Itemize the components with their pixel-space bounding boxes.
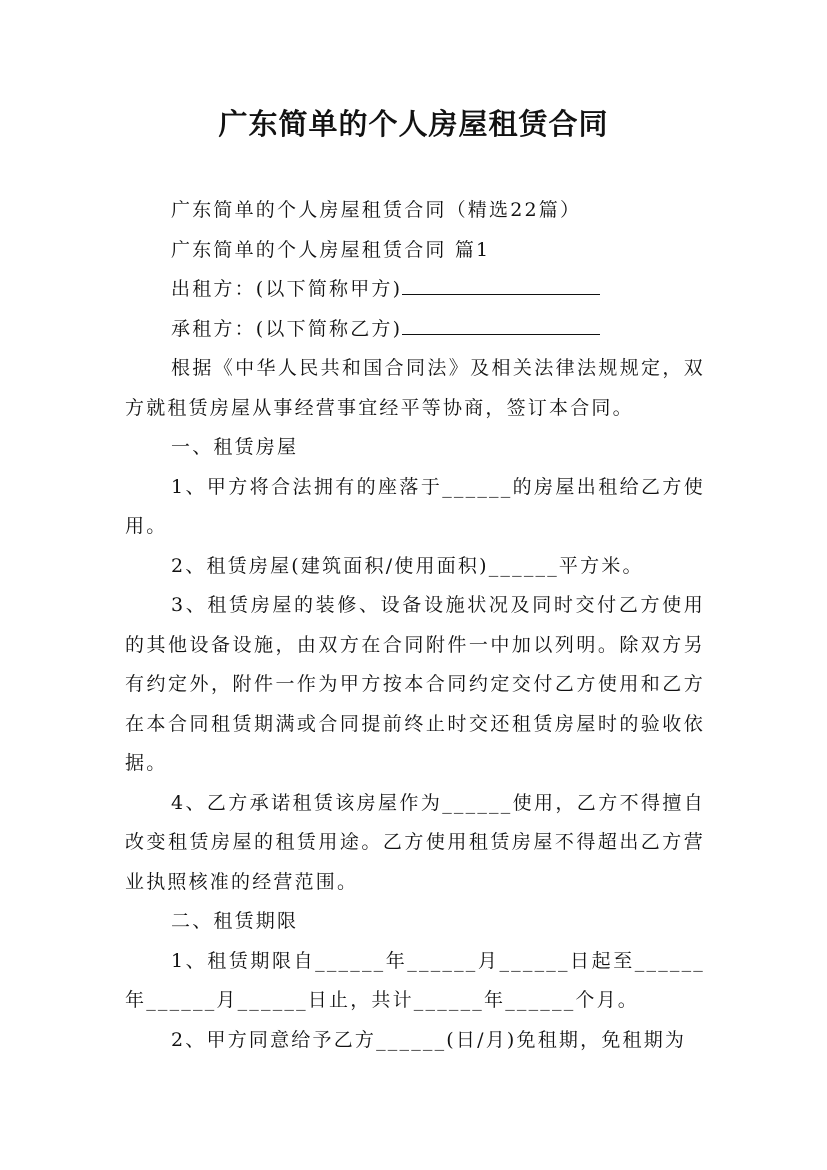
paragraph-lessee [125, 310, 705, 350]
clause-1-2: 2、租赁房屋(建筑面积/使用面积)______平方米。 [171, 554, 644, 577]
lessee-blank [402, 316, 600, 334]
document-title: 广东简单的个人房屋租赁合同 [218, 107, 609, 141]
heading-lease-term: 二、租赁期限 [171, 910, 299, 932]
lessor-blank [402, 277, 600, 295]
clause-2-2: 2、甲方同意给予乙方______(日/月)免租期，免租期为 [171, 1028, 687, 1051]
paragraph-lessor [125, 270, 705, 310]
clause-1-1: 1、甲方将合法拥有的座落于______的房屋出租给乙方使用。 [125, 475, 705, 537]
clause-1-4: 4、乙方承诺租赁该房屋作为______使用，乙方不得擅自改变租赁房屋的租赁用途。乙方使用租赁房屋不得超出乙方营业执照核准的经营范围。 [125, 791, 705, 893]
clause-1-3: 3、租赁房屋的装修、设备设施状况及同时交付乙方使用的其他设备设施，由双方在合同附件一中加以列明。除双方另有约定外，附件一作为甲方按本合同约定交付乙方使用和乙方在本合同租赁期满或合同提前终止时交还租赁房屋时的验收依据。 [125, 594, 705, 774]
lessee-label: 承租方：(以下简称乙方) [171, 317, 403, 340]
lessor-label: 出租方：(以下简称甲方) [171, 278, 403, 300]
paragraph-subtitle: 广东简单的个人房屋租赁合同（精选22篇） [171, 199, 582, 221]
document-body [125, 191, 705, 1060]
heading-leased-premises: 一、租赁房屋 [171, 436, 299, 458]
paragraph-preamble: 根据《中华人民共和国合同法》及相关法律法规规定，双方就租赁房屋从事经营事宜经平等协商，签订本合同。 [125, 357, 705, 419]
clause-2-1: 1、租赁期限自______年______月______日起至______年______月______日止，共计______年______个月。 [125, 949, 705, 1011]
paragraph-section-heading: 广东简单的个人房屋租赁合同 篇1 [171, 238, 491, 261]
